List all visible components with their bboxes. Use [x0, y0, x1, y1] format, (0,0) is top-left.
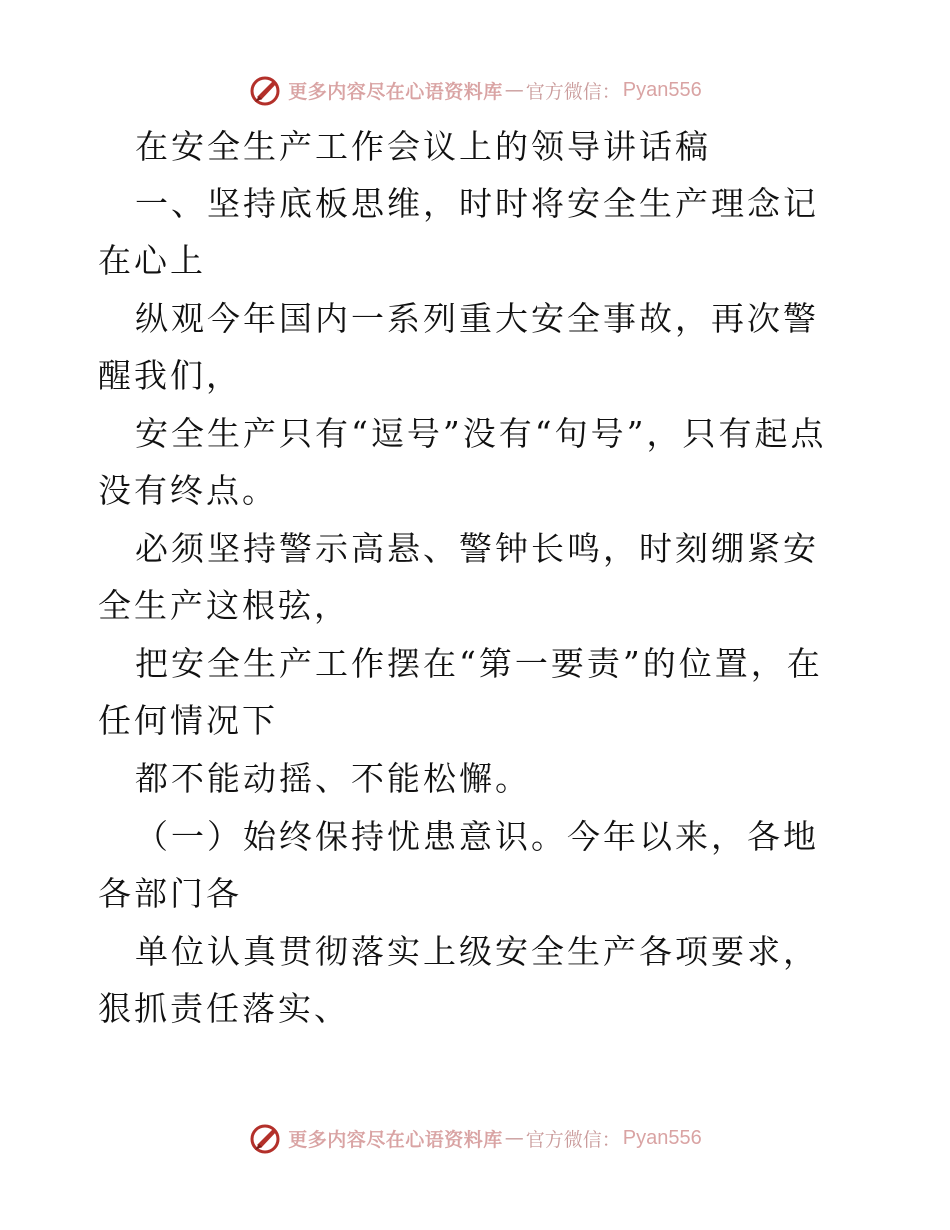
header-wechat-label: 官方微信：	[525, 80, 621, 103]
paragraph: 都不能动摇、不能松懈。	[135, 759, 531, 798]
header-wechat-id: Pyan556	[622, 78, 702, 101]
quill-logo-icon	[248, 73, 282, 107]
footer-watermark	[0, 1118, 950, 1158]
paragraph: 把安全生产工作摆在“第一要责”的位置，在任何情况下	[98, 644, 823, 740]
footer-site-text: 更多内容尽在心语资料库	[288, 1128, 503, 1151]
subsection-heading: （一）始终保持忧患意识。今年以来，各地各部门各	[98, 817, 819, 913]
paragraph: 单位认真贯彻落实上级安全生产各项要求，狠抓责任落实、	[98, 932, 819, 1028]
header-watermark	[0, 70, 950, 110]
header-dash: —	[504, 79, 524, 101]
paragraph: 必须坚持警示高悬、警钟长鸣，时刻绷紧安全生产这根弦，	[98, 529, 819, 625]
footer-wechat-label: 官方微信：	[525, 1128, 621, 1151]
paragraph: 安全生产只有“逗号”没有“句号”，只有起点没有终点。	[98, 414, 827, 510]
footer-wechat-id: Pyan556	[622, 1126, 702, 1149]
document-title: 在安全生产工作会议上的领导讲话稿	[135, 127, 711, 166]
header-site-text: 更多内容尽在心语资料库	[288, 80, 503, 103]
section-heading: 一、坚持底板思维，时时将安全生产理念记在心上	[98, 184, 819, 280]
document-body	[98, 118, 854, 1038]
paragraph: 纵观今年国内一系列重大安全事故，再次警醒我们，	[98, 299, 819, 395]
quill-logo-icon	[248, 1121, 282, 1155]
footer-dash: —	[504, 1127, 524, 1149]
